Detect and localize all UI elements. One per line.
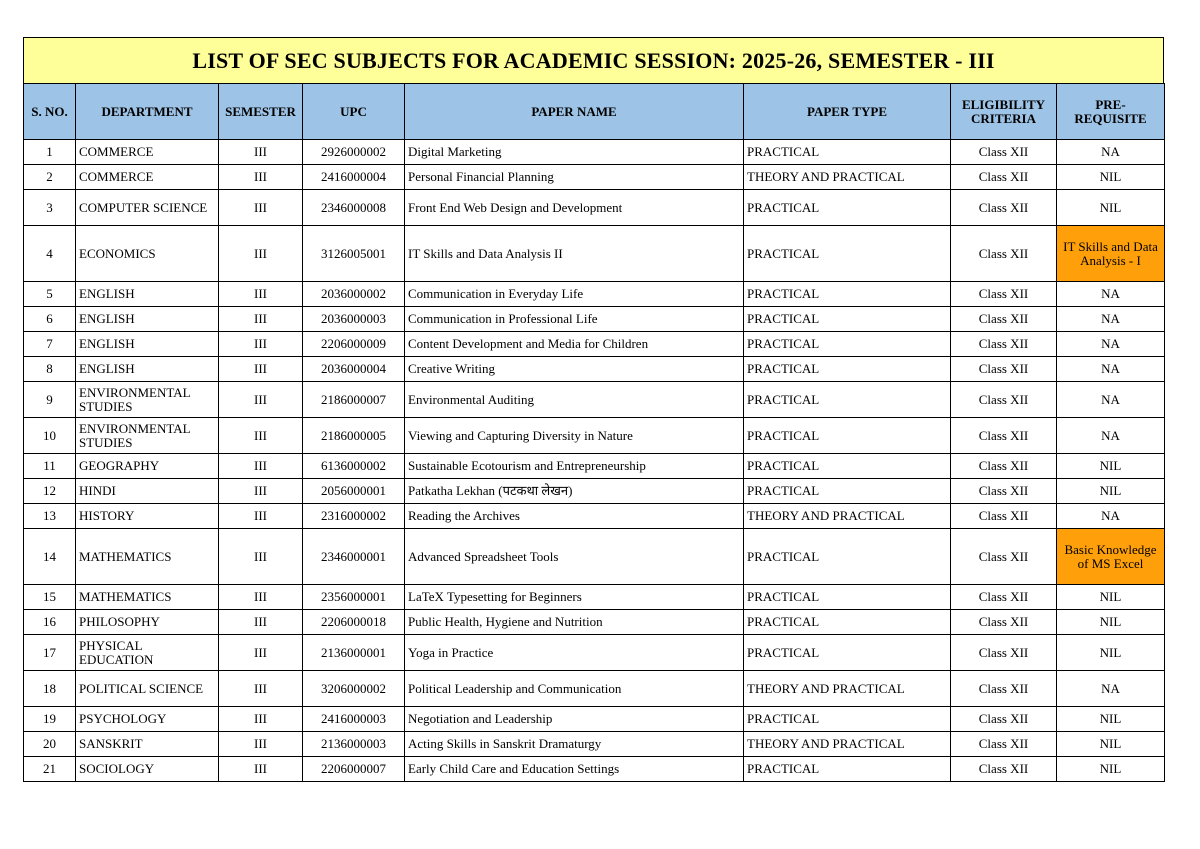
- cell-paper-type: PRACTICAL: [744, 382, 951, 418]
- cell-department: COMMERCE: [76, 140, 219, 165]
- cell-upc: 2206000009: [303, 332, 405, 357]
- cell-upc: 2416000004: [303, 165, 405, 190]
- header-eligibility: ELIGIBILITY CRITERIA: [951, 84, 1057, 140]
- cell-paper-type: PRACTICAL: [744, 610, 951, 635]
- cell-prereq: NA: [1057, 140, 1165, 165]
- cell-sno: 20: [24, 732, 76, 757]
- cell-upc: 2416000003: [303, 707, 405, 732]
- header-prereq: PRE-REQUISITE: [1057, 84, 1165, 140]
- header-row: [24, 84, 1165, 140]
- cell-semester: III: [219, 732, 303, 757]
- cell-prereq: NA: [1057, 671, 1165, 707]
- cell-paper-type: PRACTICAL: [744, 357, 951, 382]
- table-row: [24, 226, 1165, 282]
- cell-eligibility: Class XII: [951, 307, 1057, 332]
- cell-paper-name: Front End Web Design and Development: [405, 190, 744, 226]
- cell-paper-type: PRACTICAL: [744, 585, 951, 610]
- cell-prereq: NIL: [1057, 479, 1165, 504]
- cell-semester: III: [219, 418, 303, 454]
- cell-sno: 13: [24, 504, 76, 529]
- table-row: [24, 165, 1165, 190]
- cell-paper-type: THEORY AND PRACTICAL: [744, 504, 951, 529]
- cell-prereq: NIL: [1057, 165, 1165, 190]
- cell-prereq: NA: [1057, 418, 1165, 454]
- cell-paper-name: Sustainable Ecotourism and Entrepreneurship: [405, 454, 744, 479]
- cell-department: PHYSICAL EDUCATION: [76, 635, 219, 671]
- cell-paper-type: PRACTICAL: [744, 418, 951, 454]
- subjects-table: [23, 83, 1165, 782]
- cell-upc: 3126005001: [303, 226, 405, 282]
- cell-department: PHILOSOPHY: [76, 610, 219, 635]
- cell-semester: III: [219, 226, 303, 282]
- cell-department: MATHEMATICS: [76, 529, 219, 585]
- cell-upc: 2926000002: [303, 140, 405, 165]
- cell-sno: 3: [24, 190, 76, 226]
- table-row: [24, 454, 1165, 479]
- cell-sno: 19: [24, 707, 76, 732]
- cell-paper-name: Reading the Archives: [405, 504, 744, 529]
- header-sno: S. NO.: [24, 84, 76, 140]
- cell-sno: 4: [24, 226, 76, 282]
- cell-paper-type: PRACTICAL: [744, 529, 951, 585]
- cell-paper-name: Patkatha Lekhan (पटकथा लेखन): [405, 479, 744, 504]
- cell-eligibility: Class XII: [951, 418, 1057, 454]
- cell-prereq: NIL: [1057, 732, 1165, 757]
- cell-sno: 16: [24, 610, 76, 635]
- table-row: [24, 671, 1165, 707]
- cell-prereq: NA: [1057, 504, 1165, 529]
- cell-eligibility: Class XII: [951, 382, 1057, 418]
- table-row: [24, 529, 1165, 585]
- cell-sno: 5: [24, 282, 76, 307]
- table-row: [24, 357, 1165, 382]
- cell-semester: III: [219, 454, 303, 479]
- cell-prereq: NIL: [1057, 454, 1165, 479]
- cell-semester: III: [219, 671, 303, 707]
- cell-paper-name: LaTeX Typesetting for Beginners: [405, 585, 744, 610]
- cell-eligibility: Class XII: [951, 332, 1057, 357]
- cell-semester: III: [219, 504, 303, 529]
- cell-sno: 17: [24, 635, 76, 671]
- cell-semester: III: [219, 140, 303, 165]
- cell-upc: 2136000003: [303, 732, 405, 757]
- cell-semester: III: [219, 332, 303, 357]
- cell-eligibility: Class XII: [951, 635, 1057, 671]
- cell-eligibility: Class XII: [951, 585, 1057, 610]
- cell-department: HINDI: [76, 479, 219, 504]
- cell-sno: 14: [24, 529, 76, 585]
- cell-prereq: NIL: [1057, 707, 1165, 732]
- cell-department: ENGLISH: [76, 357, 219, 382]
- table-row: [24, 332, 1165, 357]
- cell-department: ENVIRONMENTAL STUDIES: [76, 382, 219, 418]
- table-body: [24, 140, 1165, 782]
- cell-paper-type: PRACTICAL: [744, 332, 951, 357]
- cell-paper-name: Advanced Spreadsheet Tools: [405, 529, 744, 585]
- cell-eligibility: Class XII: [951, 454, 1057, 479]
- cell-upc: 2036000002: [303, 282, 405, 307]
- cell-paper-type: THEORY AND PRACTICAL: [744, 165, 951, 190]
- cell-paper-type: PRACTICAL: [744, 226, 951, 282]
- table-row: [24, 479, 1165, 504]
- cell-prereq: NA: [1057, 332, 1165, 357]
- cell-paper-type: PRACTICAL: [744, 454, 951, 479]
- header-department: DEPARTMENT: [76, 84, 219, 140]
- cell-sno: 8: [24, 357, 76, 382]
- cell-upc: 2036000004: [303, 357, 405, 382]
- cell-department: ENGLISH: [76, 282, 219, 307]
- cell-eligibility: Class XII: [951, 357, 1057, 382]
- cell-sno: 7: [24, 332, 76, 357]
- cell-paper-name: Negotiation and Leadership: [405, 707, 744, 732]
- sheet-title: LIST OF SEC SUBJECTS FOR ACADEMIC SESSION: 2025-26, SEMESTER - III: [23, 37, 1164, 83]
- cell-semester: III: [219, 585, 303, 610]
- header-semester: SEMESTER: [219, 84, 303, 140]
- table-row: [24, 418, 1165, 454]
- cell-paper-name: Communication in Everyday Life: [405, 282, 744, 307]
- cell-eligibility: Class XII: [951, 707, 1057, 732]
- header-paper-name: PAPER NAME: [405, 84, 744, 140]
- cell-upc: 2056000001: [303, 479, 405, 504]
- header-paper-type: PAPER TYPE: [744, 84, 951, 140]
- cell-sno: 21: [24, 757, 76, 782]
- cell-eligibility: Class XII: [951, 671, 1057, 707]
- cell-paper-type: PRACTICAL: [744, 140, 951, 165]
- cell-semester: III: [219, 610, 303, 635]
- cell-eligibility: Class XII: [951, 190, 1057, 226]
- table-row: [24, 307, 1165, 332]
- cell-paper-type: PRACTICAL: [744, 307, 951, 332]
- cell-sno: 2: [24, 165, 76, 190]
- cell-paper-type: THEORY AND PRACTICAL: [744, 732, 951, 757]
- cell-upc: 2186000005: [303, 418, 405, 454]
- cell-paper-name: Political Leadership and Communication: [405, 671, 744, 707]
- cell-department: GEOGRAPHY: [76, 454, 219, 479]
- table-row: [24, 585, 1165, 610]
- cell-upc: 2346000008: [303, 190, 405, 226]
- cell-upc: 2206000007: [303, 757, 405, 782]
- cell-paper-name: Public Health, Hygiene and Nutrition: [405, 610, 744, 635]
- cell-semester: III: [219, 707, 303, 732]
- cell-eligibility: Class XII: [951, 479, 1057, 504]
- cell-department: PSYCHOLOGY: [76, 707, 219, 732]
- cell-eligibility: Class XII: [951, 529, 1057, 585]
- cell-department: COMPUTER SCIENCE: [76, 190, 219, 226]
- cell-prereq: NA: [1057, 307, 1165, 332]
- cell-sno: 9: [24, 382, 76, 418]
- cell-prereq: IT Skills and Data Analysis - I: [1057, 226, 1165, 282]
- cell-paper-name: Early Child Care and Education Settings: [405, 757, 744, 782]
- cell-upc: 2036000003: [303, 307, 405, 332]
- cell-semester: III: [219, 635, 303, 671]
- cell-department: SOCIOLOGY: [76, 757, 219, 782]
- cell-semester: III: [219, 190, 303, 226]
- table-row: [24, 140, 1165, 165]
- cell-upc: 2356000001: [303, 585, 405, 610]
- cell-paper-type: THEORY AND PRACTICAL: [744, 671, 951, 707]
- cell-department: COMMERCE: [76, 165, 219, 190]
- cell-department: POLITICAL SCIENCE: [76, 671, 219, 707]
- cell-sno: 11: [24, 454, 76, 479]
- cell-department: HISTORY: [76, 504, 219, 529]
- cell-prereq: NA: [1057, 282, 1165, 307]
- table-row: [24, 382, 1165, 418]
- cell-semester: III: [219, 307, 303, 332]
- table-row: [24, 282, 1165, 307]
- cell-semester: III: [219, 165, 303, 190]
- cell-paper-type: PRACTICAL: [744, 635, 951, 671]
- cell-semester: III: [219, 282, 303, 307]
- cell-eligibility: Class XII: [951, 732, 1057, 757]
- cell-paper-type: PRACTICAL: [744, 282, 951, 307]
- cell-eligibility: Class XII: [951, 504, 1057, 529]
- cell-paper-type: PRACTICAL: [744, 707, 951, 732]
- cell-department: ENVIRONMENTAL STUDIES: [76, 418, 219, 454]
- header-upc: UPC: [303, 84, 405, 140]
- cell-paper-name: Content Development and Media for Children: [405, 332, 744, 357]
- cell-upc: 2136000001: [303, 635, 405, 671]
- cell-sno: 18: [24, 671, 76, 707]
- cell-semester: III: [219, 382, 303, 418]
- cell-prereq: NIL: [1057, 585, 1165, 610]
- cell-paper-name: Creative Writing: [405, 357, 744, 382]
- cell-paper-name: IT Skills and Data Analysis II: [405, 226, 744, 282]
- cell-prereq: NA: [1057, 357, 1165, 382]
- cell-paper-name: Digital Marketing: [405, 140, 744, 165]
- cell-prereq: NIL: [1057, 610, 1165, 635]
- cell-semester: III: [219, 757, 303, 782]
- cell-eligibility: Class XII: [951, 140, 1057, 165]
- cell-upc: 2316000002: [303, 504, 405, 529]
- cell-paper-name: Environmental Auditing: [405, 382, 744, 418]
- table-row: [24, 757, 1165, 782]
- cell-paper-type: PRACTICAL: [744, 190, 951, 226]
- cell-prereq: NIL: [1057, 190, 1165, 226]
- cell-sno: 10: [24, 418, 76, 454]
- cell-paper-name: Viewing and Capturing Diversity in Nature: [405, 418, 744, 454]
- cell-semester: III: [219, 357, 303, 382]
- cell-prereq: Basic Knowledge of MS Excel: [1057, 529, 1165, 585]
- sec-subjects-sheet: [23, 37, 1164, 782]
- cell-paper-type: PRACTICAL: [744, 757, 951, 782]
- cell-sno: 6: [24, 307, 76, 332]
- table-row: [24, 610, 1165, 635]
- table-row: [24, 190, 1165, 226]
- cell-department: ENGLISH: [76, 307, 219, 332]
- table-row: [24, 635, 1165, 671]
- cell-paper-name: Communication in Professional Life: [405, 307, 744, 332]
- cell-department: SANSKRIT: [76, 732, 219, 757]
- cell-paper-name: Acting Skills in Sanskrit Dramaturgy: [405, 732, 744, 757]
- table-row: [24, 732, 1165, 757]
- cell-upc: 6136000002: [303, 454, 405, 479]
- cell-upc: 2186000007: [303, 382, 405, 418]
- cell-prereq: NA: [1057, 382, 1165, 418]
- cell-semester: III: [219, 529, 303, 585]
- cell-department: ECONOMICS: [76, 226, 219, 282]
- cell-department: MATHEMATICS: [76, 585, 219, 610]
- cell-eligibility: Class XII: [951, 165, 1057, 190]
- cell-upc: 3206000002: [303, 671, 405, 707]
- cell-eligibility: Class XII: [951, 757, 1057, 782]
- cell-eligibility: Class XII: [951, 282, 1057, 307]
- cell-prereq: NIL: [1057, 757, 1165, 782]
- cell-upc: 2346000001: [303, 529, 405, 585]
- cell-eligibility: Class XII: [951, 610, 1057, 635]
- cell-sno: 15: [24, 585, 76, 610]
- cell-sno: 12: [24, 479, 76, 504]
- cell-department: ENGLISH: [76, 332, 219, 357]
- cell-sno: 1: [24, 140, 76, 165]
- cell-prereq: NIL: [1057, 635, 1165, 671]
- table-row: [24, 504, 1165, 529]
- cell-upc: 2206000018: [303, 610, 405, 635]
- cell-paper-name: Personal Financial Planning: [405, 165, 744, 190]
- cell-paper-name: Yoga in Practice: [405, 635, 744, 671]
- cell-paper-type: PRACTICAL: [744, 479, 951, 504]
- cell-semester: III: [219, 479, 303, 504]
- table-row: [24, 707, 1165, 732]
- cell-eligibility: Class XII: [951, 226, 1057, 282]
